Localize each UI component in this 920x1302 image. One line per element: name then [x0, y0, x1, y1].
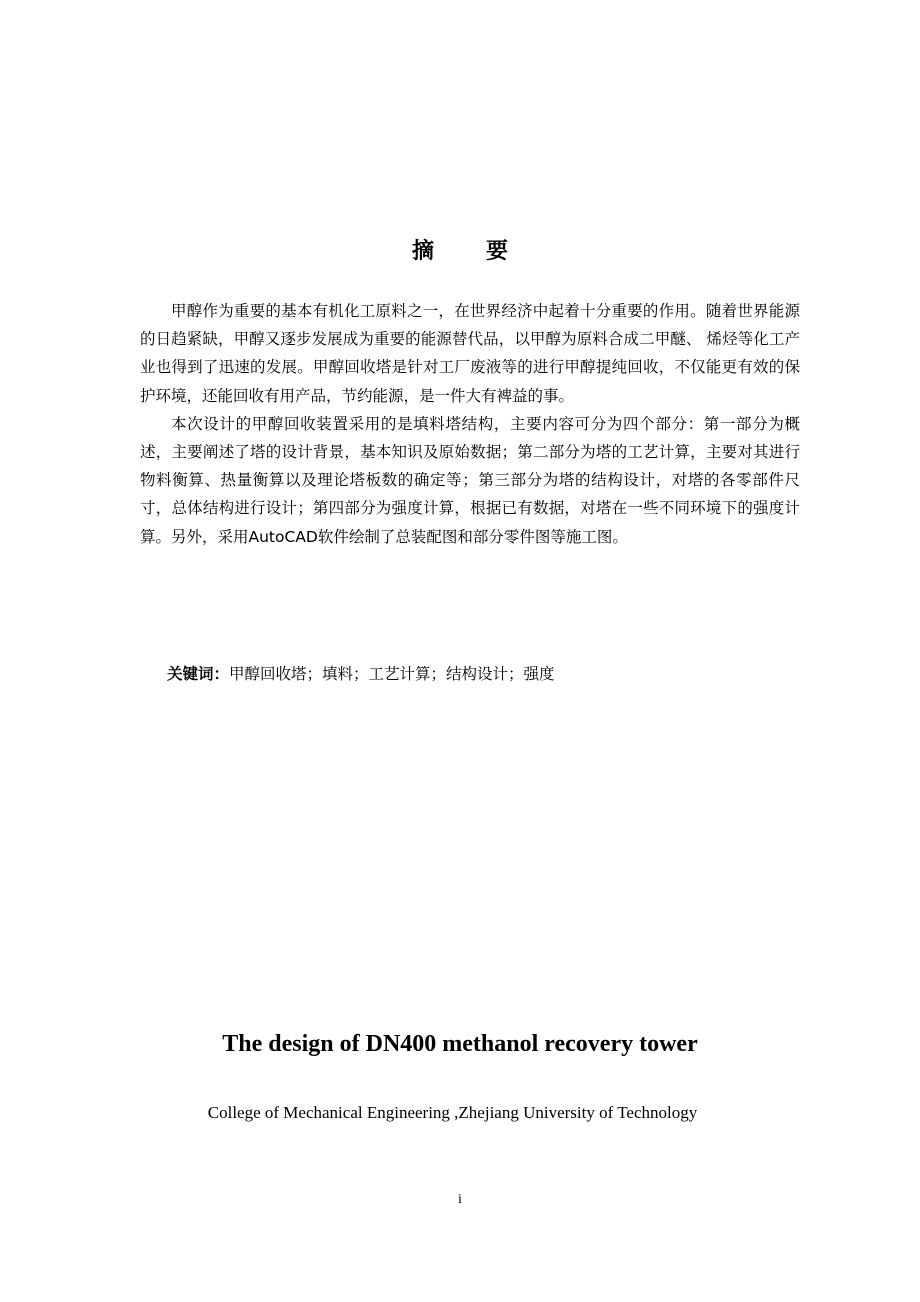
keywords-text: 甲醇回收塔；填料；工艺计算；结构设计；强度	[229, 665, 555, 683]
abstract-paragraph-1: 甲醇作为重要的基本有机化工原料之一，在世界经济中起着十分重要的作用。随着世界能源的日趋紧缺，甲醇又逐步发展成为重要的能源替代品，以甲醇为原料合成二甲醚、 烯烃等化工产业也得到了迅速的发展。甲醇回收塔是针对工厂废液等的进行甲醇提纯回收，不仅能更有效的保护环境，还能回收有用产品，节约能源，是一件大有裨益的事。	[140, 302, 800, 405]
page-number: i	[458, 1192, 462, 1207]
abstract-heading: 摘要	[411, 239, 560, 264]
abstract-paragraph-2: 本次设计的甲醇回收装置采用的是填料塔结构，主要内容可分为四个部分：第一部分为概述，主要阐述了塔的设计背景，基本知识及原始数据；第二部分为塔的工艺计算，主要对其进行物料衡算、热量衡算以及理论塔板数的确定等；第三部分为塔的结构设计，对塔的各零部件尺寸，总体结构进行设计；第四部分为强度计算，根据已有数据，对塔在一些不同环境下的强度计算。另外，采用AutoCAD软件绘制了总装配图和部分零件图等施工图。	[140, 414, 800, 546]
abstract-body	[140, 297, 800, 551]
keywords-label: 关键词：	[167, 665, 230, 683]
english-title: The design of DN400 methanol recovery tower	[222, 1031, 698, 1057]
keywords-line	[167, 660, 807, 688]
english-affiliation: College of Mechanical Engineering ,Zhejiang University of Technology	[207, 1103, 698, 1122]
